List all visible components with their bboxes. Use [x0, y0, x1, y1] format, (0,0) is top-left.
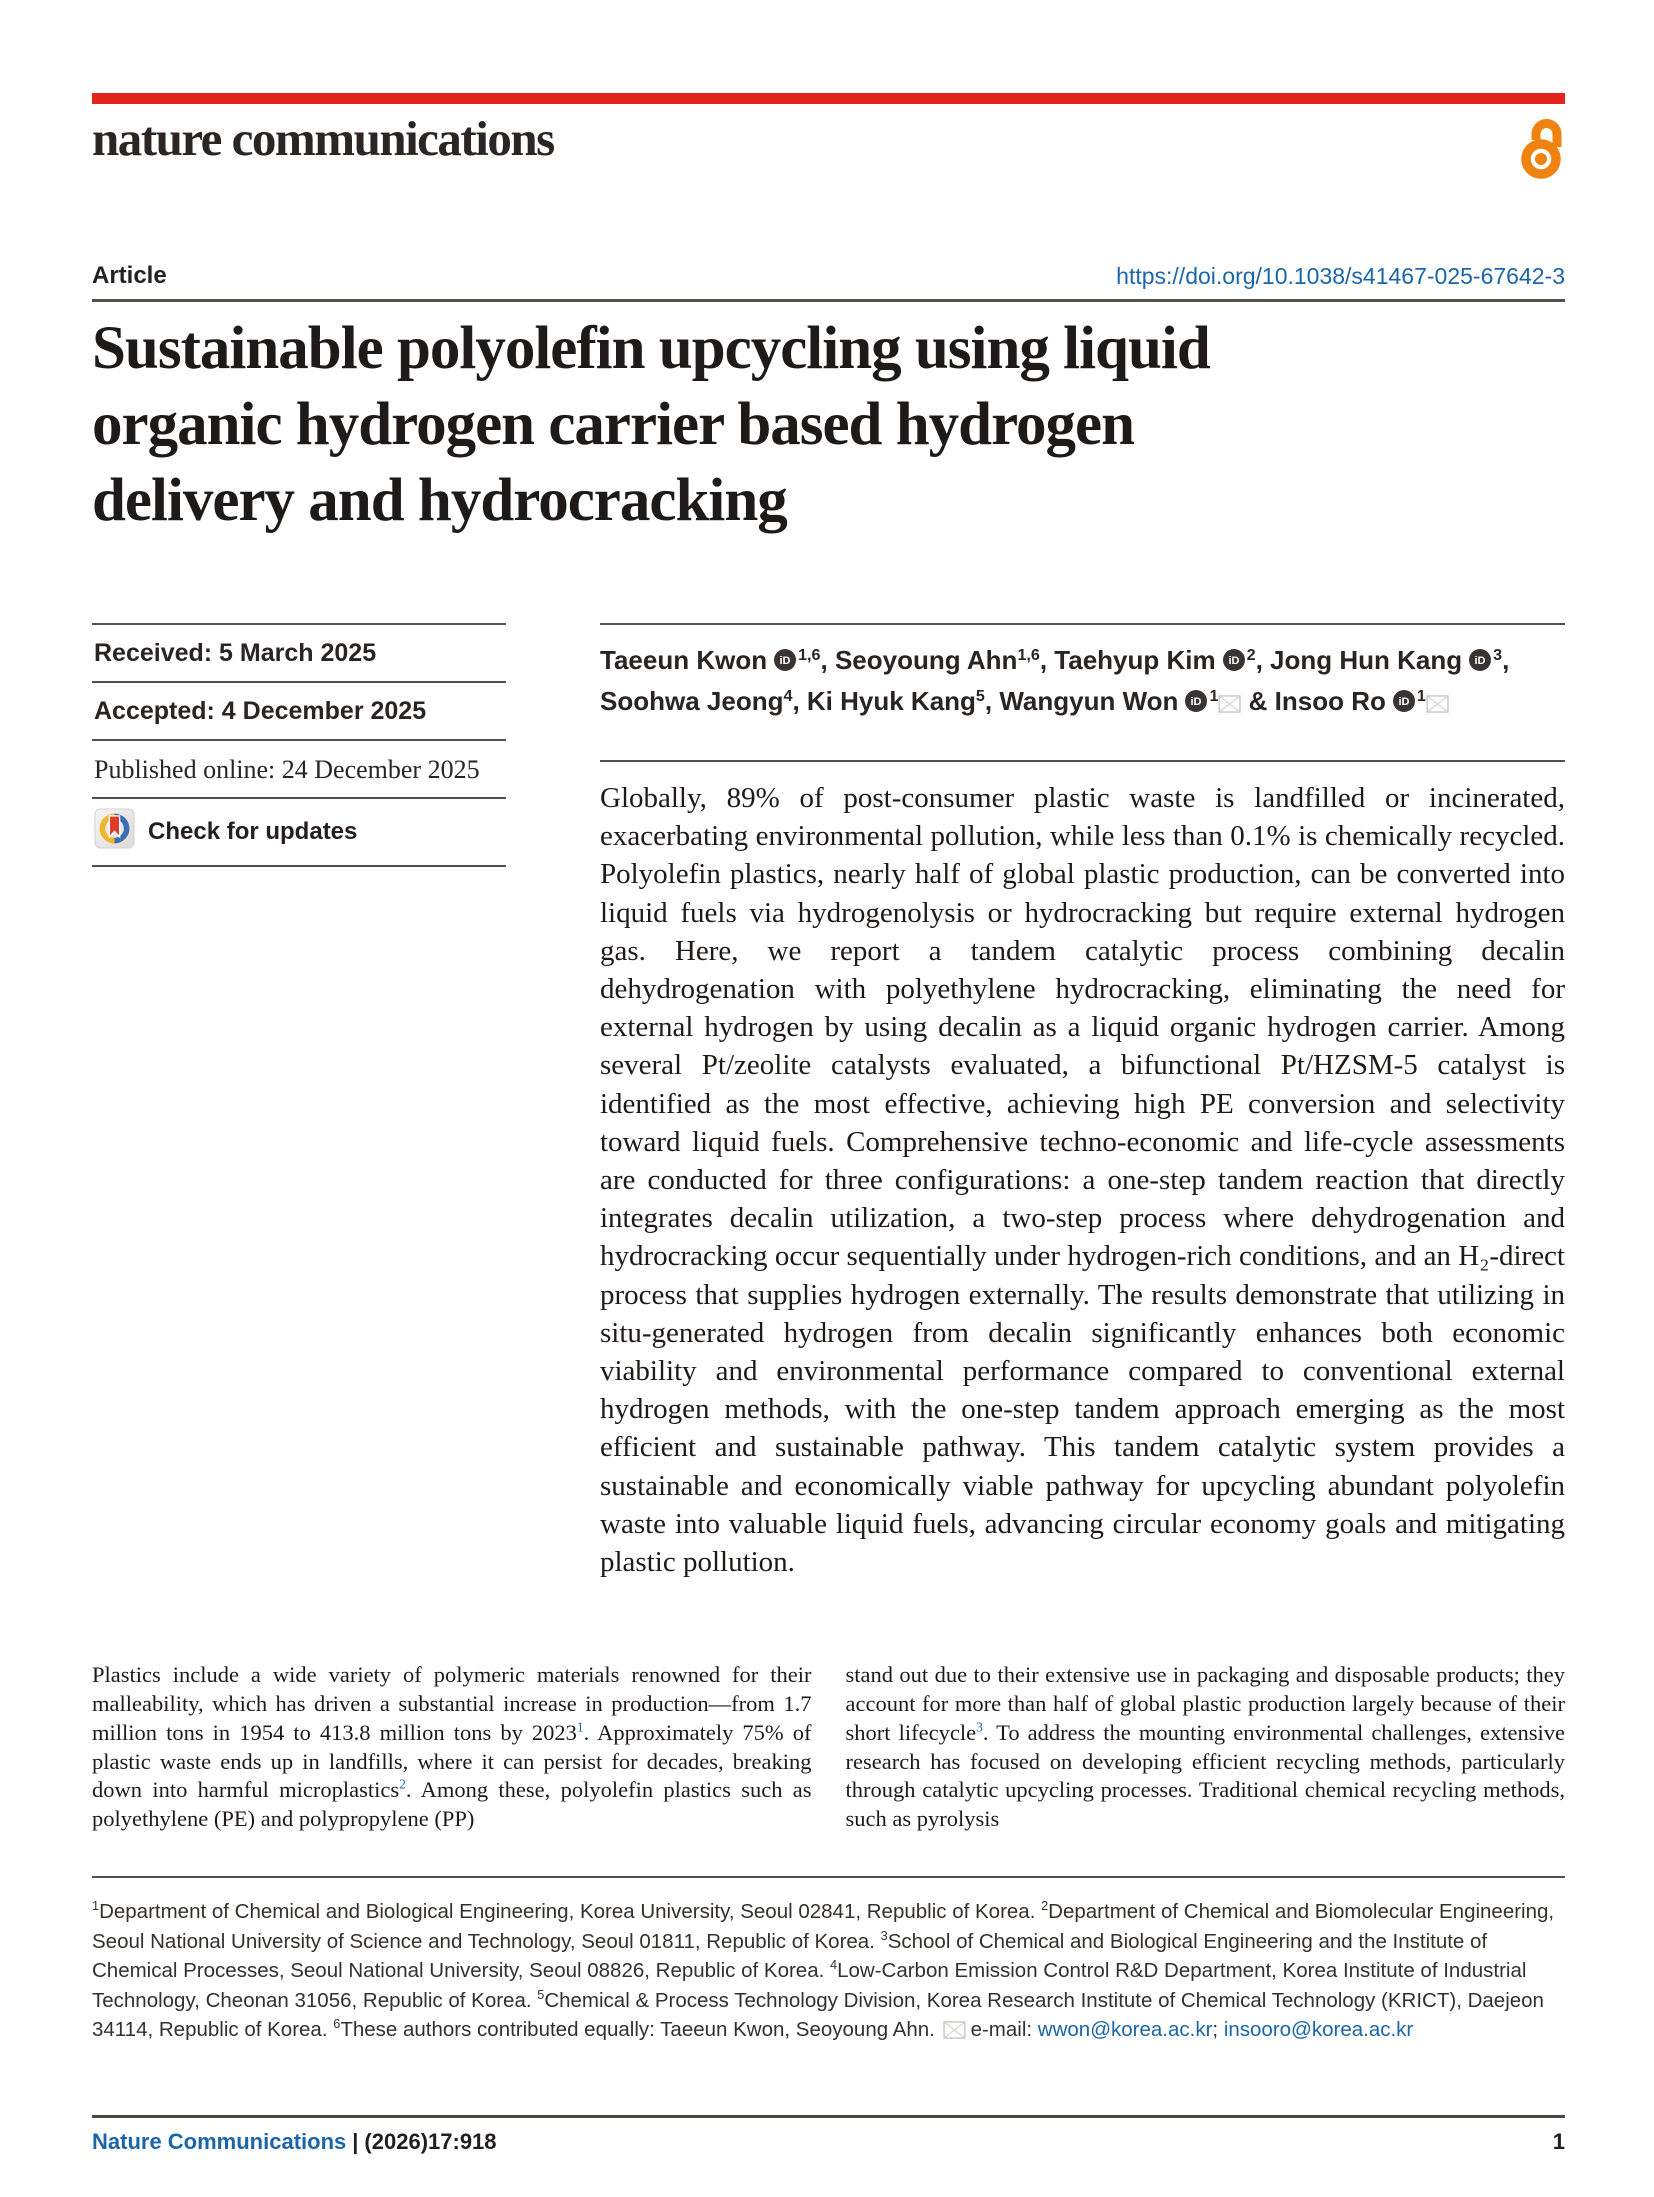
text-segment: Chemical & Process Technology Division, Korea Research Institute of Chemical Technology (KRICT), Daejeon 34114, Republic of Korea. — [92, 1988, 1544, 2042]
page-number: 1 — [1552, 2128, 1565, 2154]
affiliation-marker: 6 — [333, 2016, 341, 2032]
author-separator: , — [1255, 645, 1271, 675]
text-segment: Plastics include a wide variety of polymeric materials renowned for their malleability, which has driven a substantial increase in production—from 1.7 million tons in 1954 to 413.8 million tons by 2023 — [92, 1662, 812, 1745]
published-date: Published online: 24 December 2025 — [92, 739, 506, 797]
check-for-updates-button[interactable] — [92, 797, 506, 867]
author-separator: & — [1241, 686, 1275, 716]
article-title-line2: organic hydrogen carrier based hydrogen — [92, 391, 1135, 458]
text-segment: Department of Chemical and Biomolecular Engineering, Seoul National University of Science and Technology, Seoul 01811, Republic of Korea. — [92, 1900, 1555, 1953]
meta-column — [92, 623, 506, 1581]
citation-reference[interactable]: 2 — [399, 1776, 406, 1792]
citation-reference[interactable]: 3 — [976, 1719, 983, 1735]
email-link[interactable]: wwon@korea.ac.kr — [1037, 2018, 1213, 2042]
author-name: Taeeun Kwon — [600, 645, 768, 675]
orcid-icon[interactable] — [1222, 648, 1246, 672]
author-separator: , — [820, 645, 835, 675]
svg-text:iD: iD — [1228, 655, 1240, 667]
svg-text:iD: iD — [1474, 655, 1486, 667]
text-segment: . Approximately 75% of plastic waste ends up in landfills, where it can persist for decades, breaking down into harmful microplastics — [92, 1719, 812, 1803]
footer-volume-citation: (2026)17:918 — [364, 2128, 497, 2154]
svg-text:iD: iD — [1398, 696, 1410, 708]
orcid-icon[interactable] — [1392, 689, 1416, 713]
text-segment: Low-Carbon Emission Control R&D Department, Korea Institute of Industrial Technology, Cheonan 31056, Republic of Korea. — [92, 1959, 1527, 2012]
article-kicker-row — [92, 262, 1565, 302]
text-segment: . To address the mounting environmental challenges, extensive research has focused on developing efficient recycling methods, particularly through catalytic upcycling processes. Traditional chemical recycling methods, such as pyrolysis — [845, 1719, 1565, 1832]
author-separator: , — [984, 686, 1000, 716]
body-text-section — [92, 1661, 1565, 1834]
affiliations-footnote — [92, 1876, 1565, 2045]
journal-logo: nature communications — [92, 111, 554, 166]
author-affiliation-superscript: 1 — [1209, 687, 1219, 705]
article-title-line1: Sustainable polyolefin upcycling using liquid — [92, 315, 1210, 382]
author-affiliation-superscript: 1 — [1416, 687, 1426, 705]
orcid-icon[interactable] — [1184, 689, 1208, 713]
author-name: Ki Hyuk Kang — [806, 686, 976, 716]
text-segment: School of Chemical and Biological Engineering and the Institute of Chemical Processes, Seoul National University, Seoul 08826, Republic of Korea. — [92, 1929, 1488, 1983]
article-type-label: Article — [92, 262, 167, 289]
accepted-date: Accepted: 4 December 2025 — [92, 681, 506, 739]
affiliation-marker: 2 — [1041, 1898, 1049, 1914]
author-name: Taehyup Kim — [1054, 645, 1216, 675]
masthead — [92, 104, 1565, 188]
author-name: Wangyun Won — [999, 686, 1179, 716]
envelope-icon — [1426, 695, 1449, 713]
footer-citation — [92, 2129, 497, 2155]
body-column-right — [846, 1661, 1566, 1834]
article-title-line3: delivery and hydrocracking — [92, 467, 787, 534]
abstract-text: Globally, 89% of post-consumer plastic waste is landfilled or incinerated, exacerbating environmental pollution, while less than 0.1% is chemically recycled. Polyolefin plastics, nearly half of global plastic production, can be converted into liquid fuels via hydrogenolysis or hydrocracking but require external hydrogen gas. Here, we report a tandem catalytic process combining decalin dehydrogenation with polyethylene hydrocracking, eliminating the need for external hydrogen by using decalin as a liquid organic hydrogen carrier. Among several Pt/zeolite catalysts evaluated, a bifunctional Pt/HZSM-5 catalyst is identified as the most effective, achieving high PE conversion and selectivity toward liquid fuels. Comprehensive techno-economic and life-cycle assessments are conducted for three configurations: a one-step tandem reaction that directly integrates decalin utilization, a two-step process where dehydrogenation and hydrocracking occur sequentially under hydrogen-rich conditions, and an H₂-direct process that supplies hydrogen externally. The results demonstrate that utilizing in situ-generated hydrogen from decalin significantly enhances both economic viability and environmental performance compared to conventional external hydrogen methods, with the one-step tandem approach emerging as the most efficient and sustainable pathway. This tandem catalytic system provides a sustainable and economically viable pathway for upcycling abundant polyolefin waste into valuable liquid fuels, advancing circular economy goals and mitigating plastic pollution. — [600, 782, 1565, 1579]
author-abstract-column — [600, 623, 1565, 1581]
text-segment: These authors contributed equally: Taeeun Kwon, Seoyoung Ahn. — [340, 2018, 941, 2042]
text-segment: Department of Chemical and Biological Engineering, Korea University, Seoul 02841, Republic of Korea. — [99, 1900, 1042, 1924]
doi-link[interactable]: https://doi.org/10.1038/s41467-025-67642-3 — [1116, 263, 1565, 289]
envelope-icon — [943, 2021, 966, 2039]
affiliation-marker: 4 — [830, 1957, 838, 1973]
author-affiliation-superscript: 5 — [975, 687, 985, 705]
svg-text:iD: iD — [779, 655, 791, 667]
author-affiliation-superscript: 1,6 — [1017, 646, 1040, 664]
author-name: Jong Hun Kang — [1270, 645, 1463, 675]
text-segment: . Among these, polyolefin plastics such as polyethylene (PE) and polypropylene (PP) — [92, 1777, 812, 1832]
affiliation-marker: 3 — [880, 1927, 888, 1943]
footer-journal-link[interactable]: Nature Communications — [92, 2128, 347, 2154]
author-separator: , — [1039, 645, 1055, 675]
author-affiliation-superscript: 3 — [1493, 646, 1503, 664]
meta-and-abstract-section — [92, 623, 1565, 1581]
orcid-icon[interactable] — [773, 648, 797, 672]
body-column-left — [92, 1661, 812, 1834]
author-affiliation-superscript: 4 — [783, 687, 793, 705]
author-affiliation-superscript: 2 — [1246, 646, 1256, 664]
author-separator: , — [792, 686, 807, 716]
received-date: Received: 5 March 2025 — [92, 623, 506, 681]
text-segment: stand out due to their extensive use in packaging and disposable products; they account for more than half of global plastic production largely because of their short lifecycle — [845, 1662, 1565, 1745]
page-footer — [92, 2115, 1565, 2155]
open-access-icon — [1519, 110, 1563, 187]
masthead-red-bar — [92, 93, 1565, 104]
author-name: Seoyoung Ahn — [834, 645, 1018, 675]
article-title — [92, 311, 1565, 539]
citation-reference[interactable]: 1 — [576, 1719, 584, 1735]
footer-divider: | — [352, 2128, 359, 2154]
svg-text:iD: iD — [1190, 696, 1202, 708]
envelope-icon — [1218, 695, 1241, 713]
affiliation-marker: 5 — [537, 1986, 545, 2002]
crossmark-icon — [94, 808, 135, 856]
affiliation-marker: 1 — [92, 1898, 100, 1914]
orcid-icon[interactable] — [1468, 648, 1492, 672]
author-affiliation-superscript: 1,6 — [798, 646, 821, 664]
check-for-updates-label: Check for updates — [148, 818, 358, 845]
text-segment: ; — [1212, 2018, 1224, 2042]
author-separator: , — [1502, 645, 1510, 675]
email-link[interactable]: insooro@korea.ac.kr — [1223, 2018, 1414, 2042]
author-list — [600, 625, 1565, 722]
author-name: Soohwa Jeong — [600, 686, 784, 716]
text-segment: e-mail: — [970, 2018, 1038, 2042]
author-name: Insoo Ro — [1274, 686, 1386, 716]
